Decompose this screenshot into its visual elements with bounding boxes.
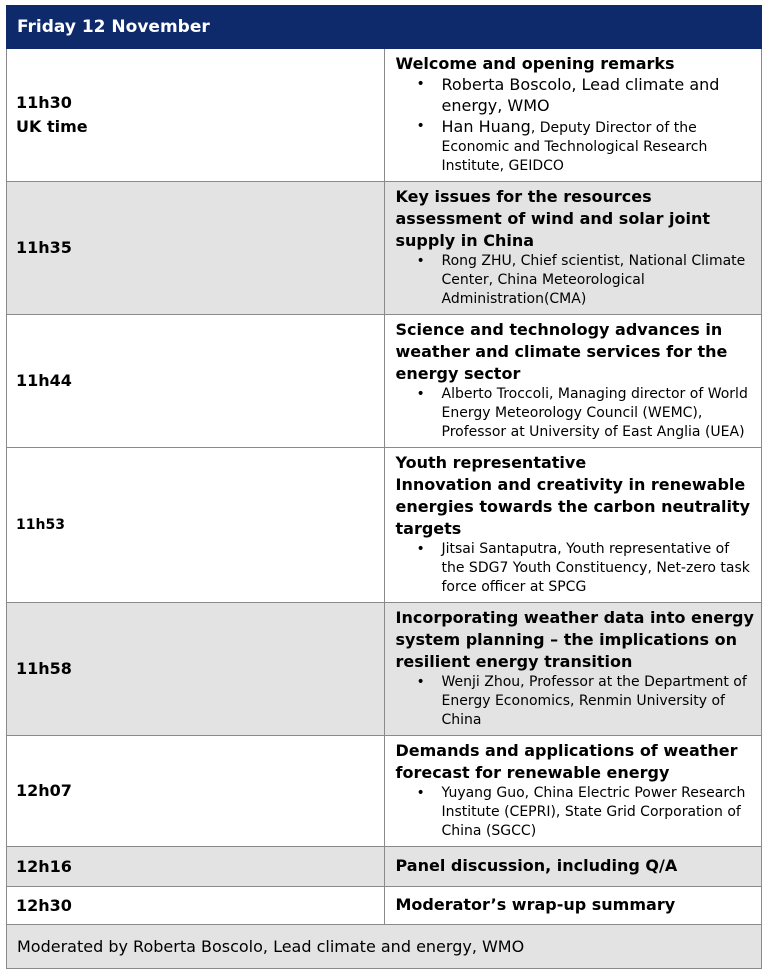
speaker-name: Han Huang — [441, 117, 531, 136]
session-time — [7, 49, 385, 182]
session-row — [7, 182, 762, 315]
session-title: Moderator’s wrap-up summary — [395, 895, 676, 914]
day-heading: Friday 12 November — [7, 6, 762, 49]
session-content — [384, 315, 762, 448]
session-title: Incorporating weather data into energy system planning – the implications on resilient energy transition — [395, 608, 754, 671]
session-row — [7, 49, 762, 182]
session-time: 11h44 — [7, 315, 385, 448]
session-content — [384, 847, 762, 887]
session-title: Demands and applications of weather forecast for renewable energy — [395, 741, 738, 782]
session-row — [7, 448, 762, 603]
speaker-list — [396, 540, 756, 597]
session-content — [384, 49, 762, 182]
speaker-list — [396, 784, 756, 841]
session-content — [384, 887, 762, 925]
speaker-list — [396, 252, 756, 309]
session-time: 12h30 — [7, 887, 385, 925]
session-row — [7, 736, 762, 847]
session-time: 11h58 — [7, 603, 385, 736]
session-time: 12h16 — [7, 847, 385, 887]
session-time-zone: UK time — [16, 117, 88, 136]
session-time: 11h53 — [7, 448, 385, 603]
moderator-note: Moderated by Roberta Boscolo, Lead climate and energy, WMO — [7, 925, 762, 969]
session-time-value: 11h30 — [16, 93, 72, 112]
session-row — [7, 315, 762, 448]
session-subtitle: Youth representative — [395, 453, 587, 472]
session-content — [384, 182, 762, 315]
agenda-header-row — [7, 6, 762, 49]
speaker-item: • Alberto Troccoli, Managing director of World Energy Meteorology Council (WEMC), Professor at University of East Anglia (UEA) — [396, 385, 756, 442]
agenda-table — [6, 5, 762, 969]
speaker-name: Roberta Boscolo — [441, 75, 572, 94]
speaker-item: • Rong ZHU, Chief scientist, National Climate Center, China Meteorological Administration(CMA) — [396, 252, 756, 309]
session-row — [7, 887, 762, 925]
speaker-item: • Yuyang Guo, China Electric Power Research Institute (CEPRI), State Grid Corporation of China (SGCC) — [396, 784, 756, 841]
speaker-list — [396, 385, 756, 442]
speaker-role: , Deputy Director of the Economic and Technological Research Institute, GEIDCO — [441, 120, 708, 174]
session-row — [7, 847, 762, 887]
moderator-row — [7, 925, 762, 969]
session-title: Key issues for the resources assessment of wind and solar joint supply in China — [395, 187, 711, 250]
speaker-item: • Wenji Zhou, Professor at the Department of Energy Economics, Renmin University of China — [396, 673, 756, 730]
speaker-item — [396, 75, 756, 117]
session-content — [384, 736, 762, 847]
session-time: 11h35 — [7, 182, 385, 315]
session-title: Panel discussion, including Q/A — [395, 856, 678, 875]
session-title: Welcome and opening remarks — [395, 54, 675, 73]
session-title: Science and technology advances in weather and climate services for the energy sector — [395, 320, 728, 383]
speaker-list — [396, 75, 756, 176]
speaker-role: , Lead climate and energy, WMO — [441, 75, 720, 115]
speaker-list — [396, 673, 756, 730]
speaker-item — [396, 117, 756, 176]
session-title: Innovation and creativity in renewable energies towards the carbon neutrality targets — [395, 475, 751, 538]
session-content — [384, 603, 762, 736]
session-row — [7, 603, 762, 736]
session-content — [384, 448, 762, 603]
speaker-item: • Jitsai Santaputra, Youth representative of the SDG7 Youth Constituency, Net-zero task force officer at SPCG — [396, 540, 756, 597]
session-time: 12h07 — [7, 736, 385, 847]
